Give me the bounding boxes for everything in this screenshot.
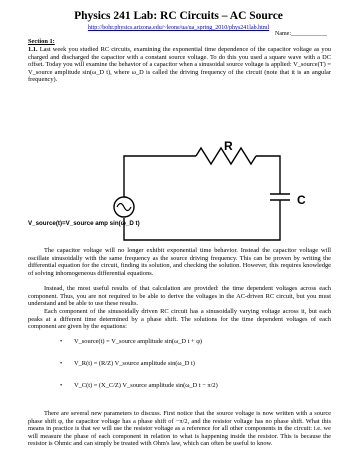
wire-top-right <box>256 156 280 194</box>
equation-list <box>60 338 330 404</box>
resistor-label: R <box>224 139 233 153</box>
section-heading: Section 1: <box>28 38 55 45</box>
equation-source: • V_source(t) = V_source amplitude sin(ω_D t + φ) <box>60 338 203 345</box>
paragraph-capacitor-behavior: The capacitor voltage will no longer exhibit exponential time behavior. Instead the capacitor voltage will oscillate sinusoidally with the same frequency as the source driving frequency. This can be proven by writing the differential equation for the circuit, finding its solution, and checking the solution. However, this requires knowledge of solving inhomogeneous differential equations. <box>28 247 331 277</box>
course-url-link[interactable]: http://bohr.physics.arizona.edu/~leone/ua/ua_spring_2010/phys241lab.html <box>87 25 270 31</box>
page-title: Physics 241 Lab: RC Circuits – AC Source <box>74 10 283 22</box>
equation-resistor: • V_R(t) = (R/Z) V_source amplitude sin(ω_D t) <box>60 360 195 367</box>
bullet-icon: • <box>60 382 63 389</box>
item-number: 1.1. <box>28 46 38 53</box>
name-field-label: Name:____________ <box>275 31 327 37</box>
source-voltage-label: V_source(t)=V_source amp sin(ω_D t) <box>28 220 140 227</box>
paragraph-parameters: There are several new parameters to discuss. First notice that the source voltage is now written with a source phase shift φ, the capacitor voltage has a phase shift of −π/2, and the resistor voltage has no phase shift. What this means in practice is that we will use the resistor voltage as a reference for all other components in the circuit: i.e. we will measure the phase of each component in relation to what is happening inside the resistor. This is because the resistor is Ohmic and can simply be treated with Ohm's law, which can often be useful to know. <box>28 410 331 448</box>
bullet-icon: • <box>60 338 63 345</box>
rc-circuit-diagram <box>28 139 318 244</box>
equation-capacitor: • V_C(t) = (X_C/Z) V_source amplitude sin(ω_D t − π/2) <box>60 382 218 389</box>
paragraph-results: Instead, the most useful results of that calculation are provided: the time dependent voltages across each component. Thus, you are not required to be able to derive the voltages in the AC-driven RC circuit, but you must understand and be able to use these results. <box>28 285 331 308</box>
wire-bottom <box>124 200 280 240</box>
wire-top-left <box>124 156 196 197</box>
intro-text: Last week you studied RC circuits, examining the exponential time dependence of the capacitor voltage as you charged and discharged the capacitor with a constant source voltage. To do this you used a square wave with a DC offset. Today you will examine the behavior of a capacitor when a sinusoidal source voltage is applied: V_source(T) = V_source amplitude sin(ω_D t), where ω_D is called the driving frequency of the circuit (note that it is an angular frequency). <box>28 46 331 84</box>
capacitor-label: C <box>297 193 306 207</box>
intro-paragraph <box>28 46 331 84</box>
bullet-icon: • <box>60 360 63 367</box>
paragraph-phase-shift: Each component of the sinusoidally driven RC circuit has a sinusoidally varying voltage across it, but each peaks at a different time determined by a phase shift. The solutions for the time dependent voltages of each component are given by the equations: <box>28 308 331 331</box>
